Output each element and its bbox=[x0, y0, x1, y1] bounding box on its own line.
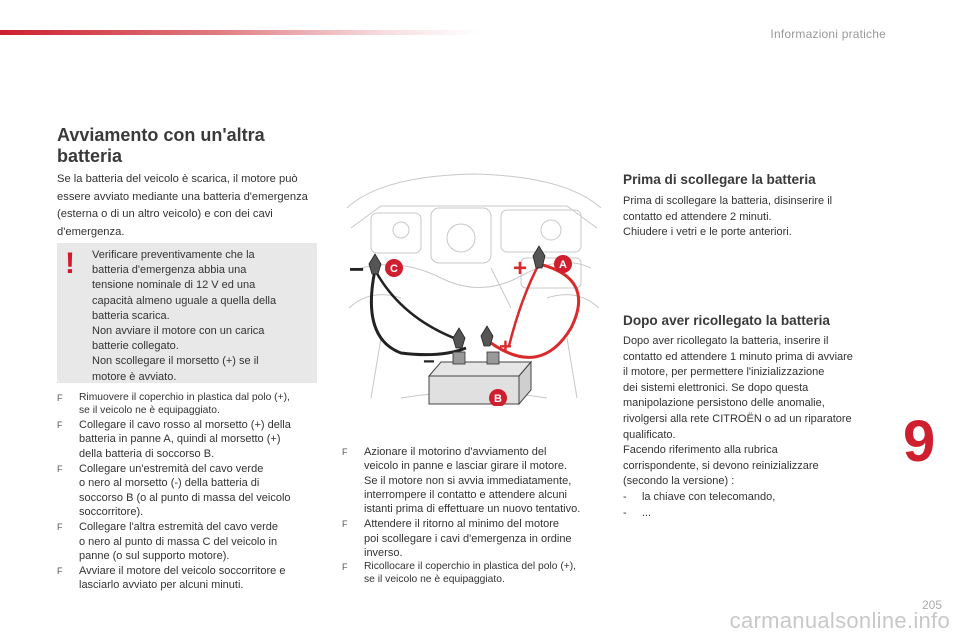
badge-a-label: A bbox=[559, 259, 567, 271]
steps-list-middle bbox=[342, 445, 604, 588]
badge-c-label: C bbox=[390, 263, 398, 275]
after-reconnect-heading: Dopo aver ricollegato la batteria bbox=[623, 313, 830, 328]
step-bullet-icon: F bbox=[57, 393, 63, 403]
warning-line: Non avviare il motore con un carica bbox=[92, 325, 265, 338]
warning-line: motore è avviato. bbox=[92, 370, 177, 383]
step-bullet-icon: F bbox=[342, 562, 348, 573]
step-item: F Ricollocare il coperchio in plastica del polo (+), se il veicolo ne è equipaggiato. bbox=[342, 561, 577, 585]
step-bullet-icon: F bbox=[57, 420, 63, 431]
step-item: F Rimuovere il coperchio in plastica dal polo (+), se il veicolo ne è equipaggiato. bbox=[57, 392, 290, 416]
chapter-number: 9 bbox=[903, 409, 936, 474]
steps-list-left bbox=[57, 392, 319, 594]
plus-sign-b: + bbox=[499, 334, 512, 359]
page-number: 205 bbox=[921, 598, 942, 612]
step-bullet-icon: F bbox=[57, 522, 63, 533]
badge-b-label: B bbox=[494, 393, 502, 405]
jump-start-illustration bbox=[341, 168, 607, 406]
step-item: F Collegare il cavo rosso al morsetto (+) della batteria in panne A, quindi al morsetto (+) della batteria di soccorso B. bbox=[57, 419, 291, 460]
minus-sign-b: − bbox=[423, 351, 435, 373]
step-item: F Collegare l'altra estremità del cavo verde o nero al punto di massa C del veicolo in panne (o sul supporto motore). bbox=[57, 521, 278, 562]
step-item: F Azionare il motorino d'avviamento del veicolo in panne e lasciar girare il motore. Se il motore non si avvia immediatamente, interrompere il contatto e attendere alcuni istanti prima di effettuare un nuovo tentativo. bbox=[342, 446, 581, 516]
warning-line: Verificare preventivamente che la bbox=[92, 249, 255, 261]
step-bullet-icon: F bbox=[342, 447, 348, 457]
step-item: F Collegare un'estremità del cavo verde o nero al morsetto (-) della batteria di soccorso B (o al punto di massa del veicolo soccorritore). bbox=[57, 463, 291, 518]
step-bullet-icon: F bbox=[342, 519, 348, 530]
intro-paragraph: Se la batteria del veicolo è scarica, il motore può essere avviato mediante una batteria d'emergenza (esterna o di un altro veicolo) e con dei cavi d'emergenza. bbox=[57, 173, 308, 238]
before-disconnect-heading: Prima di scollegare la batteria bbox=[623, 172, 816, 187]
page-title-line2: batteria bbox=[57, 146, 123, 166]
header-accent-bar bbox=[0, 30, 480, 35]
warning-line: Non scollegare il morsetto (+) se il bbox=[92, 355, 259, 368]
warning-text bbox=[92, 248, 307, 385]
step-item: F Avviare il motore del veicolo soccorritore e lasciarlo avviato per alcuni minuti. bbox=[57, 565, 286, 592]
page-title bbox=[57, 125, 317, 167]
after-reconnect-text: Dopo aver ricollegato la batteria, inserire il contatto ed attendere 1 minuto prima di avviare il motore, per permettere l'inizializzazione dei sistemi elettronici. Se dopo questa manipolazione persistono delle anomalie, rivolgersi alla rete CITROËN o ad un riparatore qualificato. Facendo riferimento alla rubrica corrispondente, si devono reinizializzare (secondo la versione) : - la chiave con telecomando, - ... bbox=[623, 335, 853, 519]
warning-line: tensione nominale di 12 V ed una bbox=[92, 279, 256, 292]
warning-box bbox=[57, 243, 317, 383]
step-bullet-icon: F bbox=[57, 464, 63, 475]
minus-sign-c: − bbox=[349, 254, 365, 284]
step-bullet-icon: F bbox=[57, 566, 63, 577]
warning-line: batteria d'emergenza abbia una bbox=[92, 264, 247, 277]
plus-sign-a: + bbox=[513, 255, 528, 282]
warning-line: batteria scarica. bbox=[92, 309, 170, 322]
section-title: Informazioni pratiche bbox=[770, 27, 886, 41]
warning-line: capacità almeno uguale a quella della bbox=[92, 294, 277, 307]
page-title-line1: Avviamento con un'altra bbox=[57, 125, 265, 145]
before-disconnect-text: Prima di scollegare la batteria, disinserire il contatto ed attendere 2 minuti. Chiudere i vetri e le porte anteriori. bbox=[623, 195, 833, 239]
step-item: F Attendere il ritorno al minimo del motore poi scollegare i cavi d'emergenza in ordine inverso. bbox=[342, 518, 572, 560]
warning-exclamation-icon: ! bbox=[65, 247, 75, 280]
warning-line: batterie collegato. bbox=[92, 340, 179, 353]
watermark: carmanualsonline.info bbox=[729, 608, 950, 633]
